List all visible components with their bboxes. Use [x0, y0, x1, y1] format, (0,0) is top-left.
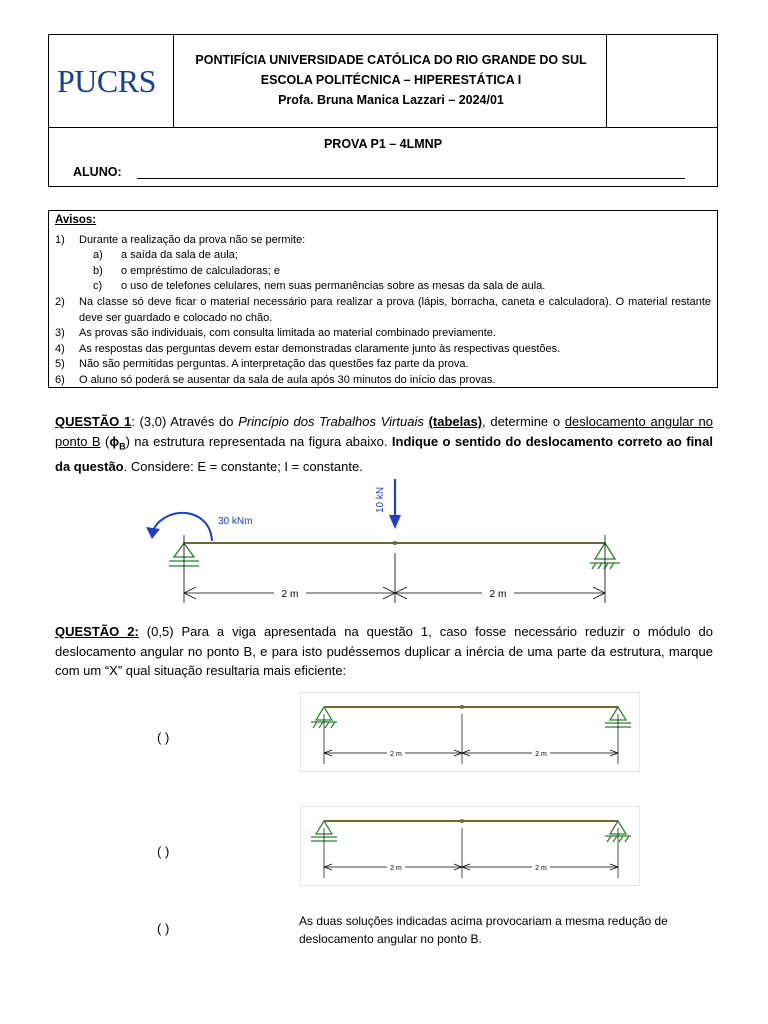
option-3-text: As duas soluções indicadas acima provocariam a mesma redução de deslocamento angular no ponto B. — [299, 914, 668, 946]
q1-part: , determine o — [482, 414, 565, 429]
dim-right-label: 2 m — [535, 751, 547, 758]
notice-number: 3) — [55, 327, 65, 340]
beam-figure-option-2 — [300, 806, 640, 886]
notice-text: Durante a realização da prova não se permite: — [79, 233, 306, 246]
moment-label: 30 kNm — [218, 516, 253, 527]
notice-text: As provas são individuais, com consulta limitada ao material combinado previamente. — [79, 327, 496, 340]
notice-number: 5) — [55, 358, 65, 371]
moment-arrowhead-icon — [146, 527, 160, 539]
notices-box — [48, 210, 718, 388]
q1-part: ( — [100, 433, 110, 449]
q1-part: ) na estrutura representada na figura abaixo. — [125, 433, 392, 449]
dim-right-label: 2 m — [535, 865, 547, 872]
option-1-checkbox[interactable]: ( ) — [157, 730, 170, 745]
notice-text: Na classe só deve ficar o material necessário para realizar a prova (lápis, borracha, caneta e calculadora). O material restante deve ser guardado e colocado no chão. — [79, 295, 711, 324]
force-arrowhead-icon — [389, 515, 401, 529]
notice-item — [55, 373, 711, 389]
notice-item — [55, 279, 711, 295]
notice-item — [55, 248, 711, 264]
notice-item — [55, 357, 711, 373]
student-name-field[interactable] — [137, 178, 685, 179]
notice-number: a) — [93, 249, 103, 262]
notice-text: o uso de telefones celulares, nem suas permanências sobre as mesas da sala de aula. — [121, 280, 546, 293]
dim-left-label: 2 m — [390, 751, 402, 758]
figure-frame — [301, 807, 640, 886]
moment-arrow-icon — [152, 513, 212, 541]
dimension-lines — [324, 714, 618, 764]
beam-figure-option-1 — [300, 692, 640, 772]
question-2-text — [55, 622, 713, 681]
notice-text: o empréstimo de calculadoras; e — [121, 264, 280, 277]
beam-figure-1 — [140, 475, 630, 610]
notices-list — [55, 233, 711, 389]
header-box — [48, 34, 718, 187]
notice-number: 4) — [55, 342, 65, 355]
notice-item — [55, 233, 711, 249]
student-label: ALUNO: — [73, 165, 122, 179]
dimension-lines — [184, 587, 605, 599]
notice-number: b) — [93, 264, 103, 277]
notice-item — [55, 295, 711, 326]
university-name: PONTIFÍCIA UNIVERSIDADE CATÓLICA DO RIO GRANDE DO SUL — [195, 53, 587, 67]
header-blank-cell — [606, 35, 717, 127]
q2-body: (0,5) Para a viga apresentada na questão 1, caso fosse necessário reduzir o módulo do deslocamento angular no ponto B, e para isto pudéssemos duplicar a inércia de uma parte da estrutura, marque com um “X” qual situação resultaria mais eficiente: — [55, 624, 713, 678]
notice-number: 1) — [55, 233, 65, 246]
point-b-node — [393, 541, 397, 545]
beam-node — [460, 705, 464, 709]
dim-right-label: 2 m — [489, 589, 507, 600]
notice-item — [55, 326, 711, 342]
option-3-checkbox[interactable]: ( ) — [157, 921, 170, 936]
question-1-label: QUESTÃO 1 — [55, 414, 132, 429]
notice-text: O aluno só poderá se ausentar da sala de aula após 30 minutos do início das provas. — [79, 373, 496, 386]
exam-title: PROVA P1 – 4LMNP — [323, 137, 443, 151]
logo-cell — [49, 35, 174, 127]
q1-part: . Considere: E = constante; I = constante. — [123, 458, 363, 474]
notice-item — [55, 342, 711, 358]
q1-target: deslocamento angular no ponto B — [55, 414, 713, 449]
q1-phi-sub: B — [119, 441, 126, 452]
notice-text: a saída da sala de aula; — [121, 249, 238, 262]
notice-text: As respostas das perguntas devem estar demonstradas claramente junto às respectivas questões. — [79, 342, 561, 355]
force-label: 10 kN — [375, 486, 386, 513]
notice-number: 6) — [55, 373, 65, 386]
notice-text: Não são permitidas perguntas. A interpretação das questões faz parte da prova. — [79, 358, 469, 371]
q1-part: : (3,0) Através do — [131, 414, 239, 429]
q1-instruction: Indique o sentido do deslocamento correto ao final da questão — [55, 433, 713, 474]
question-1-text — [55, 412, 713, 476]
dim-left-label: 2 m — [281, 589, 299, 600]
notice-item — [55, 264, 711, 280]
option-2-checkbox[interactable]: ( ) — [157, 844, 170, 859]
school-name: ESCOLA POLITÉCNICA – HIPERESTÁTICA I — [260, 73, 522, 87]
notice-number: 2) — [55, 295, 65, 308]
header-row — [49, 35, 717, 128]
notices-title: Avisos: — [55, 214, 97, 226]
figure-frame — [301, 693, 640, 772]
dim-left-label: 2 m — [390, 865, 402, 872]
q1-phi: ϕ — [109, 433, 120, 449]
pucrs-logo: PUCRS — [57, 63, 156, 99]
question-2-label: QUESTÃO 2: — [55, 624, 139, 639]
q1-method: Princípio dos Trabalhos Virtuais — [238, 414, 424, 429]
professor-name: Profa. Bruna Manica Lazzari – 2024/01 — [278, 93, 504, 107]
beam-node — [460, 819, 464, 823]
notice-number: c) — [93, 280, 103, 293]
dimension-lines — [324, 828, 618, 878]
q1-tables: (tabelas) — [428, 414, 483, 429]
